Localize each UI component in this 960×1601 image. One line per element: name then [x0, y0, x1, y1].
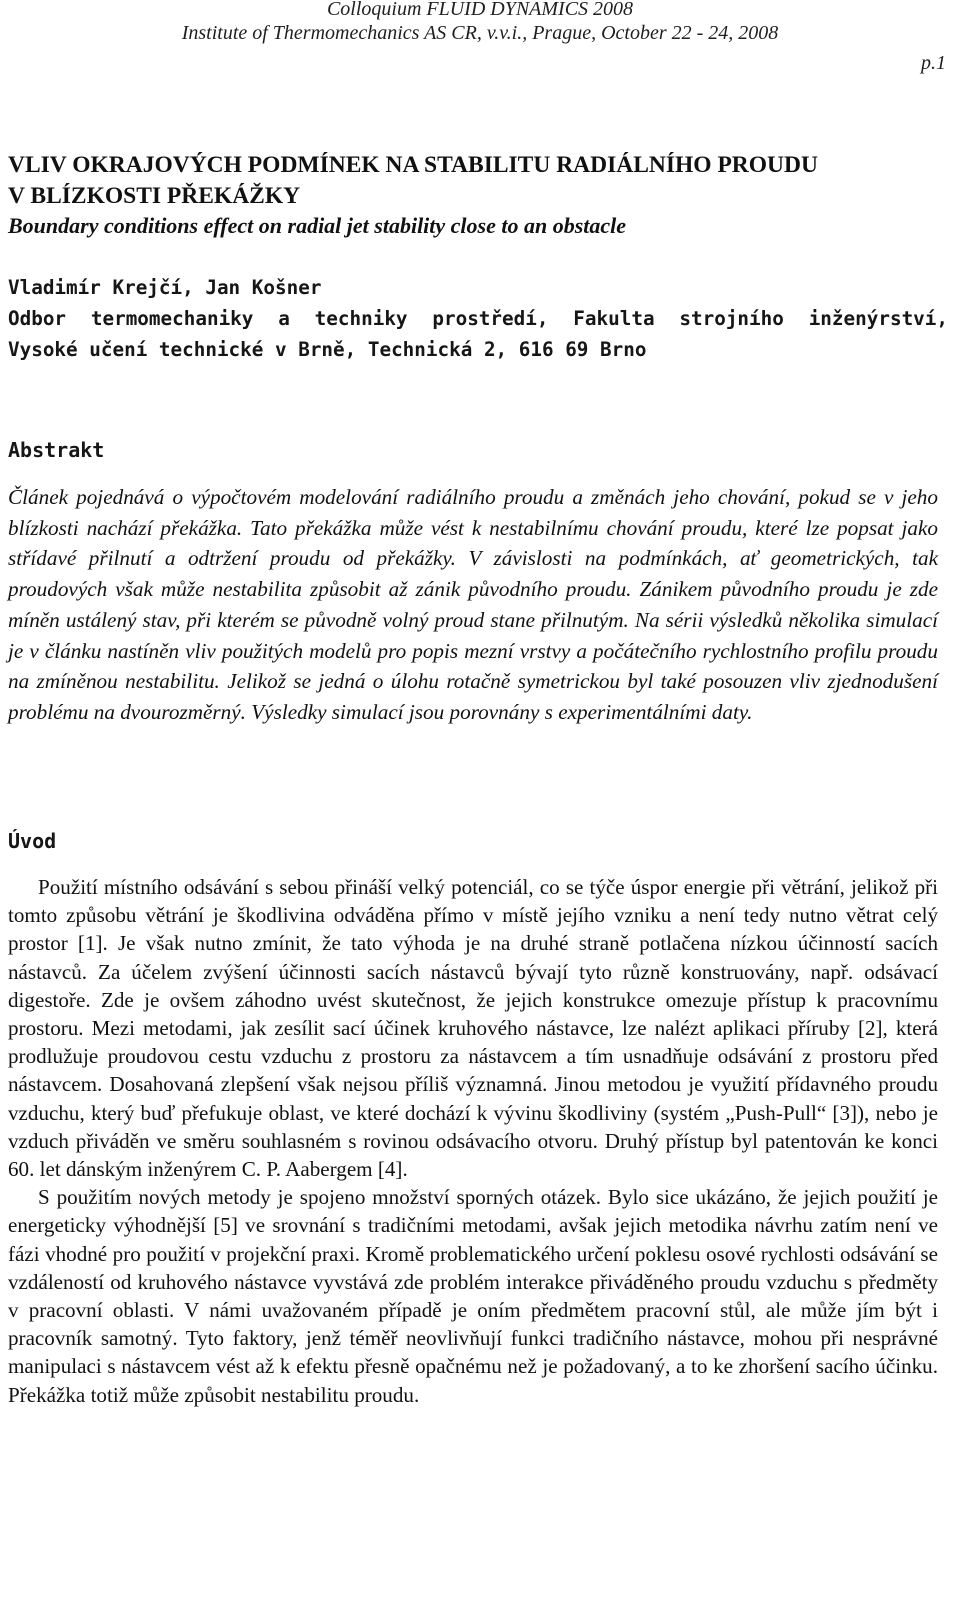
- introduction-body: [8, 873, 938, 1409]
- title-line-2: V BLÍZKOSTI PŘEKÁŽKY: [8, 183, 301, 209]
- page-number: p.1: [921, 52, 946, 74]
- author-names: Vladimír Krejčí, Jan Košner: [8, 276, 322, 299]
- affiliation-line-1: Odbor termomechaniky a techniky prostředí, Fakulta strojního inženýrství,: [8, 307, 948, 330]
- abstract-text: Článek pojednává o výpočtovém modelování radiálního proudu a změnách jeho chování, pokud se v jeho blízkosti nachází překážka. Tato překážka může vést k nestabilnímu chování proudu, které lze popsat jako střídavé přilnutí a odtržení proudu od překážky. V závislosti na podmínkách, ať geometrických, tak proudových však může nestabilita způsobit až zánik původního proudu. Zánikem původního proudu je zde míněn ustálený stav, při kterém se původně volný proud stane přilnutým. Na sérii výsledků několika simulací je v článku nastíněn vliv použitých modelů pro popis mezní vrstvy a počátečního rychlostního profilu proudu na zmíněnou nestabilitu. Jelikož se jedná o úlohu rotačně symetrickou byl také posouzen vliv zjednodušení problému na dvourozměrný. Výsledky simulací jsou porovnány s experimentálními daty.: [8, 485, 938, 724]
- conference-name: Colloquium FLUID DYNAMICS 2008: [326, 0, 634, 20]
- english-title: Boundary conditions effect on radial jet stability close to an obstacle: [8, 213, 627, 238]
- title-line-1: VLIV OKRAJOVÝCH PODMÍNEK NA STABILITU RADIÁLNÍHO PROUDU: [8, 152, 818, 178]
- introduction-heading: Úvod: [8, 829, 57, 853]
- paper-title: [8, 150, 938, 212]
- paragraph: S použitím nových metody je spojeno množství sporných otázek. Bylo sice ukázáno, že jejich použití je energeticky výhodnější [5] ve srovnání s tradičními metodami, avšak jejich metodika návrhu zatím není ve fázi vhodné pro použití v projekční praxi. Kromě problematického určení poklesu osové rychlosti odsávání se vzdáleností od kruhového nástavce vyvstává zde problém interakce přiváděného proudu vzduchu s předměty v pracovní oblasti. V námi uvažovaném případě je oním předmětem pracovní stůl, ale může jím být i pracovník samotný. Tyto faktory, jenž téměř neovlivňují funkci tradičního nástavce, mohou při nesprávné manipulaci s nástavcem vést až k efektu přesně opačnému než je požadovaný, a to ke zhoršení sacího účinku. Překážka totiž může způsobit nestabilitu proudu.: [8, 1185, 938, 1407]
- conference-institute: Institute of Thermomechanics AS CR, v.v.i., Prague, October 22 - 24, 2008: [181, 22, 779, 44]
- affiliation-line-2: Vysoké učení technické v Brně, Technická 2, 616 69 Brno: [8, 338, 647, 361]
- abstract-heading: Abstrakt: [8, 438, 105, 462]
- paragraph: Použití místního odsávání s sebou přináší velký potenciál, co se týče úspor energie při větrání, jelikož při tomto způsobu větrání je škodlivina odváděna přímo v místě jejího vzniku a není tedy nutno větrat celý prostor [1]. Je však nutno zmínit, že tato výhoda je na druhé straně potlačena nízkou účinností sacích nástavců. Za účelem zvýšení účinnosti sacích nástavců bývají tyto různě konstruovány, např. odsávací digestoře. Zde je ovšem záhodno uvést skutečnost, že jejich konstrukce omezuje přístup k pracovnímu prostoru. Mezi metodami, jak zesílit sací účinek kruhového nástavce, lze nalézt aplikaci příruby [2], která prodlužuje proudovou cestu vzduchu z prostoru za nástavcem a tím usnadňuje odsávání z prostoru před nástavcem. Dosahovaná zlepšení však nejsou příliš významná. Jinou metodou je využití přídavného proudu vzduchu, který buď přefukuje oblast, ve které dochází k vývinu škodliviny (systém „Push-Pull“ [3]), nebo je vzduch přiváděn ve směru souhlasném s rovinou odsávacího otvoru. Druhý přístup byl patentován ke konci 60. let dánským inženýrem C. P. Aabergem [4].: [8, 875, 938, 1182]
- author-block: [8, 272, 948, 365]
